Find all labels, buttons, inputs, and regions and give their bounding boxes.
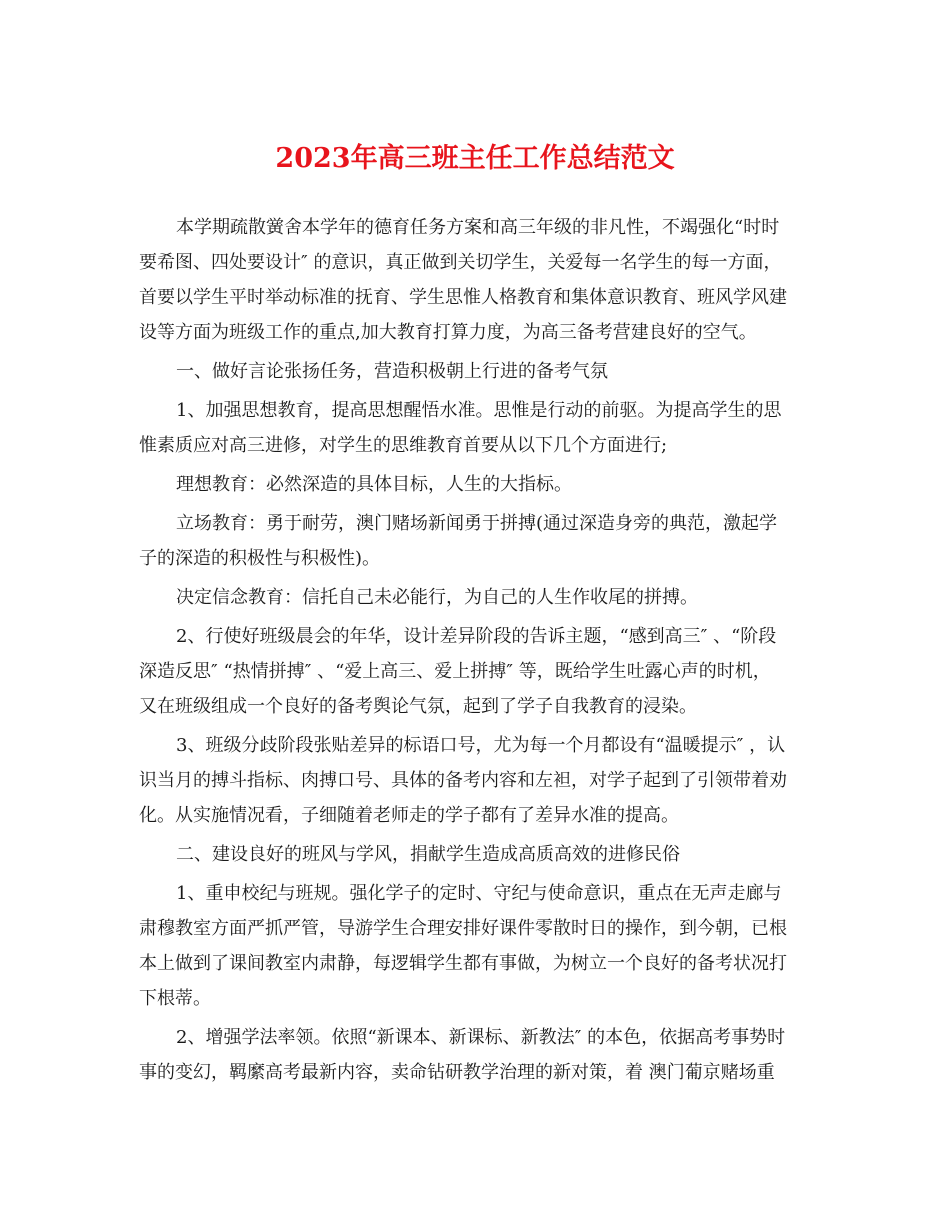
text-line: 本上做到了课间教室内肃静，每逻辑学生都有事做，为树立一个良好的备考状况打 <box>139 953 787 974</box>
text-line: 二、建设良好的班风与学风，捐献学生造成高质高效的进修民俗 <box>176 844 680 865</box>
text-line: 决定信念教育：信托自己未必能行，为自己的人生作收尾的拼搏。 <box>176 587 698 608</box>
text-line: 设等方面为班级工作的重点,加大教育打算力度，为高三备考营建良好的空气。 <box>139 322 757 343</box>
text-line: 事的变幻，羁縻高考最新内容，卖命钻研教学治理的新对策，着 澳门葡京赌场重 <box>139 1062 775 1083</box>
text-line: 识当月的搏斗指标、肉搏口号、具体的备考内容和左袒，对学子起到了引领带着劝 <box>139 770 787 791</box>
text-line: 2、行使好班级晨会的年华，设计差异阶段的告诉主题，“感到高三″ 、“阶段 <box>176 626 777 647</box>
text-line: 3、班级分歧阶段张贴差异的标语口号，尤为每一个月都设有“温暖提示″ ，认 <box>176 735 786 756</box>
document-title: 2023年高三班主任工作总结范文 <box>275 143 675 174</box>
text-line: 肃穆教室方面严抓严管，导游学生合理安排好课件零散时日的操作，到今朝，已根 <box>139 918 787 939</box>
text-line: 下根蒂。 <box>139 988 211 1009</box>
text-line: 首要以学生平时举动标准的抚育、学生思惟人格教育和集体意识教育、班风学风建 <box>139 287 787 308</box>
text-line: 1、重申校纪与班规。强化学子的定时、守纪与使命意识，重点在无声走廊与 <box>176 883 782 904</box>
text-line: 深造反思″ “热情拼搏″ 、“爱上高三、爱上拼搏″ 等，既给学生吐露心声的时机， <box>139 661 771 682</box>
text-line: 惟素质应对高三进修，对学生的思维教育首要从以下几个方面进行; <box>139 435 668 456</box>
text-line: 一、做好言论张扬任务，营造积极朝上行进的备考气氛 <box>176 361 608 382</box>
text-line: 子的深造的积极性与积极性)。 <box>139 548 381 569</box>
document-body <box>139 210 815 1090</box>
text-line: 又在班级组成一个良好的备考舆论气氛，起到了学子自我教育的浸染。 <box>139 696 697 717</box>
text-line: 化。从实施情况看，子细随着老师走的学子都有了差异水准的提高。 <box>139 805 679 826</box>
text-line: 2、增强学法率领。依照“新课本、新课标、新教法″ 的本色，依据高考事势时 <box>176 1027 786 1048</box>
text-line: 1、加强思想教育，提高思想醒悟水准。思惟是行动的前驱。为提高学生的思 <box>176 400 782 421</box>
text-line: 要希图、四处要设计″ 的意识，真正做到关切学生，关爱每一名学生的每一方面， <box>139 252 782 273</box>
text-line: 理想教育：必然深造的具体目标，人生的大指标。 <box>176 474 572 495</box>
text-line: 本学期疏散黉舍本学年的德育任务方案和高三年级的非凡性，不竭强化“时时 <box>176 217 780 238</box>
text-line: 立场教育：勇于耐劳，澳门赌场新闻勇于拼搏(通过深造身旁的典范，激起学 <box>176 513 778 534</box>
